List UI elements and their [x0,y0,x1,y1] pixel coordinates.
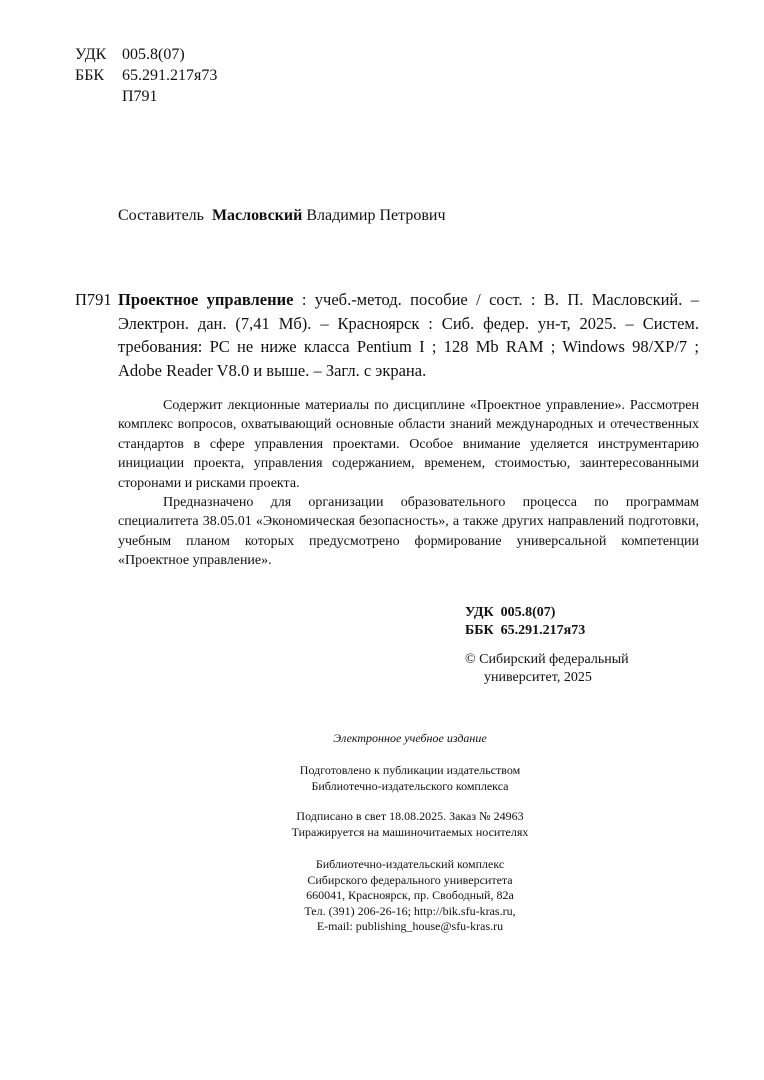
udk-block [465,604,585,640]
composer-name: Владимир Петрович [306,207,446,224]
imprint-line: Тиражируется на машиночитаемых носителях [291,824,529,839]
edition-type: Электронное учебное издание [333,731,487,745]
copyright [465,651,629,687]
imprint-line: Подготовлено к публикации издательством [299,763,521,777]
publisher-block [200,857,620,935]
bibliographic-entry [75,288,699,382]
imprint-line: Сибирского федерального университета [307,872,513,887]
imprint-line: 660041, Красноярск, пр. Свободный, 82а [306,888,514,902]
udk-block-bbk: ББК 65.291.217я73 [465,623,586,638]
signed-block [200,809,620,840]
abstract-paragraph: Содержит лекционные материалы по дисциплине «Проектное управление». Рассмотрен комплекс вопросов, охватывающий основные области знаний международных и отечественных стандартов в сфере управления проектами. Особое внимание уделяется инструментарию инициации проекта, управления содержанием, временем, стоимостью, заинтересованными сторонами и рисками проекта. [118,398,699,491]
prepared-block [200,763,620,794]
imprint-line: Тел. (391) 206-26-16; http://bik.sfu-kras.ru, [304,903,516,918]
copyright-line: © Сибирский федеральный [465,652,629,667]
classification-codes [75,44,217,107]
bbk-label: ББК [75,67,105,84]
author-mark: П791 [122,88,158,105]
abstract [118,396,699,571]
composer-surname: Масловский [211,207,303,224]
udk-label: УДК [75,46,107,63]
entry-text: : учеб.-метод. пособие / сост. : В. П. Масловский. – Электрон. дан. (7,41 Мб). – Красноярск : Сиб. федер. ун-т, 2025. – Систем. требования: PC не ниже класса Pentium I ; 128 Mb RAM ; Windows 98/XP/7 ; Adobe Reader V8.0 и выше. – Загл. с экрана. [118,290,699,380]
composer-line [118,207,445,225]
udk-code: 005.8(07) [122,46,185,63]
imprint-line: Библиотечно-издательского комплекса [311,778,509,793]
imprint-line: Библиотечно-издательский комплекс [315,857,505,871]
imprint-line: Подписано в свет 18.08.2025. Заказ № 24963 [296,809,524,823]
composer-label: Составитель [118,207,204,224]
copyright-line: университет, 2025 [484,670,592,685]
abstract-paragraph: Предназначено для организации образовательного процесса по программам специалитета 38.05.01 «Экономическая безопасность», а также других направлений подготовки, учебным планом которых предусмотрено формирование универсальной компетенции «Проектное управление». [118,495,699,569]
bbk-code: 65.291.217я73 [122,67,218,84]
imprint-line: E-mail: publishing_house@sfu-kras.ru [316,919,504,933]
entry-code: П791 [75,290,112,309]
entry-title: Проектное управление [118,290,294,309]
udk-block-udk: УДК 005.8(07) [465,605,556,620]
